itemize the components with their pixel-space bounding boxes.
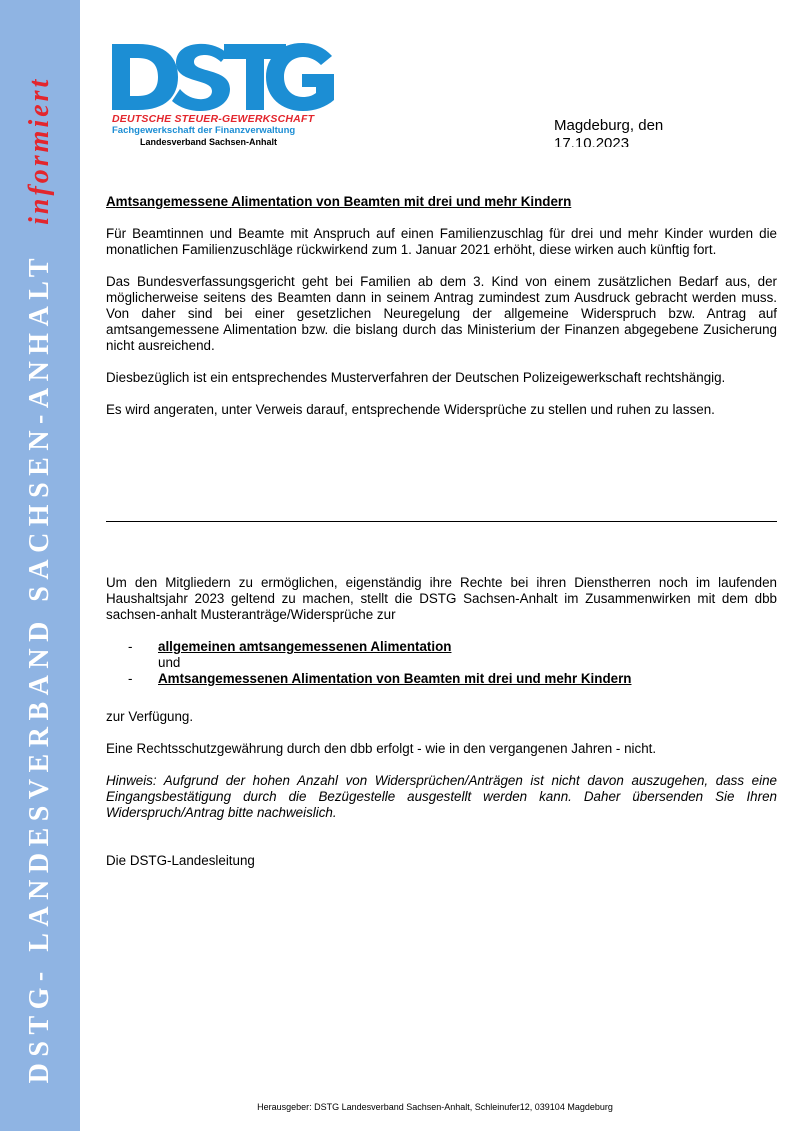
section-1	[106, 194, 777, 418]
signature: Die DSTG-Landesleitung	[106, 853, 255, 868]
hint-paragraph: Hinweis: Aufgrund der hohen Anzahl von Widersprüchen/Anträgen ist nicht davon auszugehen, dass eine Eingangsbestätigung durch die Bezügestelle ausgestellt werden kann. Daher übersenden Sie Ihren Widerspruch/Antrag bitte nachweislich.	[106, 773, 777, 820]
logo-tagline-3: Landesverband Sachsen-Anhalt	[140, 137, 278, 147]
logo-tagline-1: DEUTSCHE STEUER-GEWERKSCHAFT	[112, 113, 315, 125]
legal-note: Eine Rechtsschutzgewährung durch den dbb erfolgt - wie in den vergangenen Jahren - nicht.	[106, 741, 657, 756]
footer-publisher: Herausgeber: DSTG Landesverband Sachsen-Anhalt, Schleinufer12, 039104 Magdeburg	[257, 1102, 613, 1112]
sidebar-informiert-text: informiert	[24, 76, 55, 225]
list-item	[106, 639, 777, 655]
paragraph-4: Es wird angeraten, unter Verweis darauf, entsprechende Widersprüche zu stellen und ruhen zu lassen.	[106, 402, 715, 417]
list-dash: -	[128, 639, 133, 654]
paragraph-3: Diesbezüglich ist ein entsprechendes Musterverfahren der Deutschen Polizeigewerkschaft rechtshängig.	[106, 370, 726, 385]
after-list-text: zur Verfügung.	[106, 709, 194, 724]
date-value: 17.10.2023	[554, 135, 630, 147]
list-item-1: allgemeinen amtsangemessenen Alimentation	[158, 639, 452, 654]
section-heading: Amtsangemessene Alimentation von Beamten mit drei und mehr Kindern	[106, 194, 572, 209]
list-connector-row	[106, 655, 777, 671]
logo-tagline-2: Fachgewerkschaft der Finanzverwaltung	[112, 125, 296, 136]
list-item-2: Amtsangemessenen Alimentation von Beamten mit drei und mehr Kindern	[158, 671, 632, 686]
intro-paragraph: Um den Mitgliedern zu ermöglichen, eigenständig ihre Rechte bei ihren Dienstherren noch im laufenden Haushaltsjahr 2023 geltend zu machen, stellt die DSTG Sachsen-Anhalt im Zusammenwirken mit dem dbb sachsen-anhalt Musteranträge/Widersprüche zur	[106, 575, 777, 622]
sidebar-title	[24, 77, 56, 1084]
list-dash: -	[128, 671, 133, 686]
document-list	[106, 639, 777, 687]
paragraph-2: Das Bundesverfassungsgericht geht bei Familien ab dem 3. Kind von einem zusätzlichen Bedarf aus, der möglicherweise seitens des Beamten dann in seinem Antrag zumindest zum Ausdruck gebracht werden muss. Von daher sind bei einer gesetzlichen Neuregelung der allgemeine Widerspruch bzw. Antrag auf amtsangemessene Alimentation bzw. die bislang durch das Ministerium der Finanzen abgegebene Zusicherung nicht ausreichend.	[106, 274, 777, 353]
divider	[106, 521, 777, 522]
date-place: Magdeburg, den	[554, 117, 664, 134]
section-2	[106, 575, 777, 869]
date-block	[554, 117, 704, 147]
list-item	[106, 671, 777, 687]
sidebar-org-text: DSTG- LANDESVERBAND SACHSEN-ANHALT	[24, 251, 55, 1084]
sidebar-band	[0, 0, 80, 1131]
paragraph-1: Für Beamtinnen und Beamte mit Anspruch auf einen Familienzuschlag für drei und mehr Kinder wurden die monatlichen Familienzuschläge rückwirkend zum 1. Januar 2021 erhöht, diese wirken auch künftig fort.	[106, 226, 777, 257]
list-connector: und	[158, 655, 181, 670]
